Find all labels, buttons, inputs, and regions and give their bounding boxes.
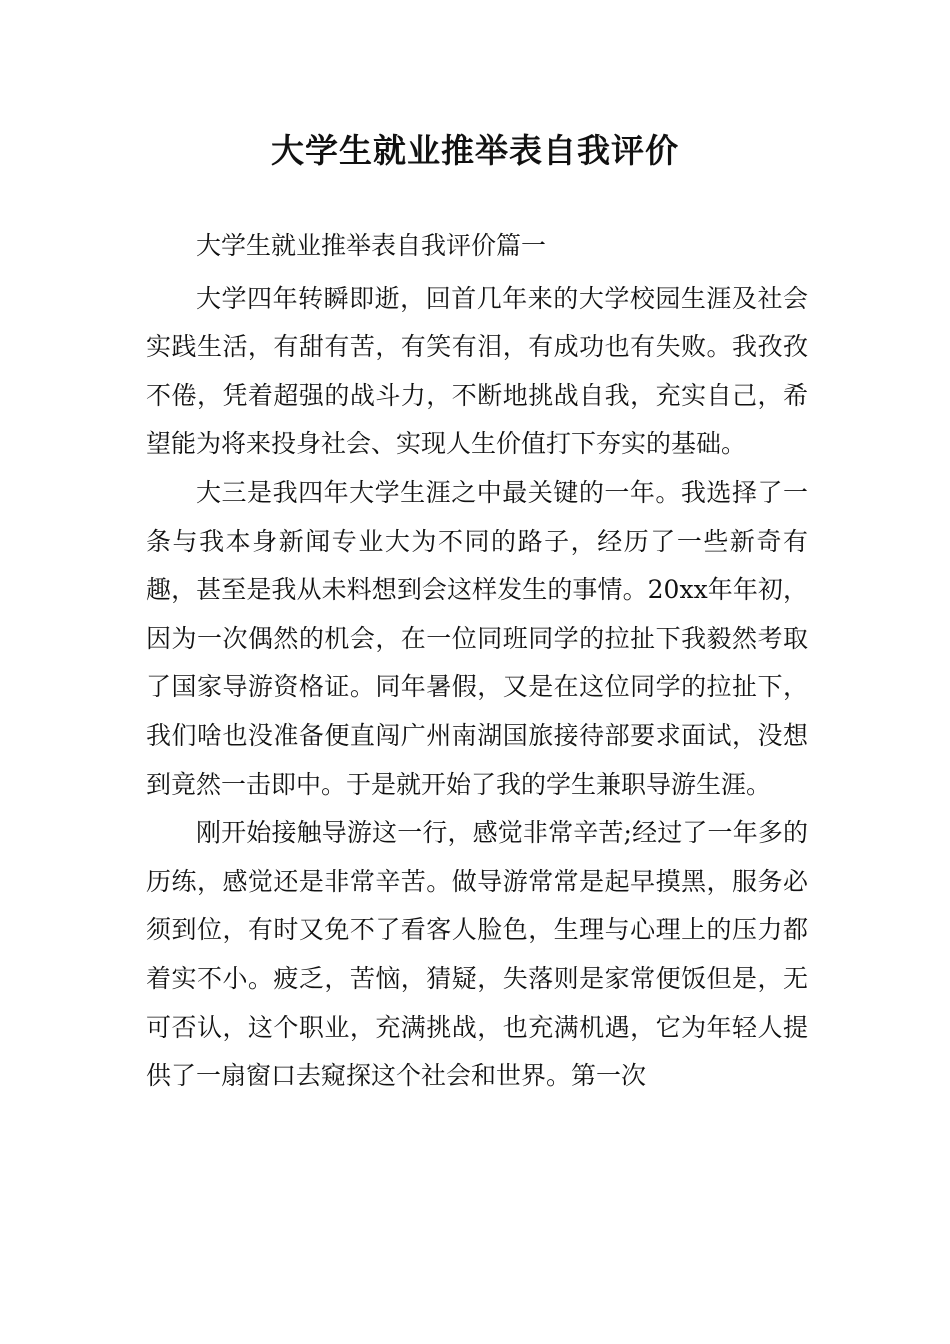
paragraph-3: 刚开始接触导游这一行，感觉非常辛苦;经过了一年多的历练，感觉还是非常辛苦。做导游常常是起早摸黑，服务必须到位，有时又免不了看客人脸色，生理与心理上的压力都着实不小。疲乏，苦恼，猜疑，失落则是家常便饭但是，无可否认，这个职业，充满挑战，也充满机遇，它为年轻人提供了一扇窗口去窥探这个社会和世界。第一次 xyxy=(146,818,808,1091)
document-body xyxy=(146,222,808,1101)
paragraph-2: 大三是我四年大学生涯之中最关键的一年。我选择了一条与我本身新闻专业大为不同的路子，经历了一些新奇有趣，甚至是我从未料想到会这样发生的事情。20xx年年初，因为一次偶然的机会，在一位同班同学的拉扯下我毅然考取了国家导游资格证。同年暑假，又是在这位同学的拉扯下，我们啥也没准备便直闯广州南湖国旅接待部要求面试，没想到竟然一击即中。于是就开始了我的学生兼职导游生涯。 xyxy=(146,477,808,799)
section-heading: 大学生就业推举表自我评价篇一 xyxy=(196,231,547,260)
document-title: 大学生就业推举表自我评价 xyxy=(271,131,679,170)
paragraph-1: 大学四年转瞬即逝，回首几年来的大学校园生涯及社会实践生活，有甜有苦，有笑有泪，有成功也有失败。我孜孜不倦，凭着超强的战斗力，不断地挑战自我，充实自己，希望能为将来投身社会、实现人生价值打下夯实的基础。 xyxy=(146,283,808,459)
